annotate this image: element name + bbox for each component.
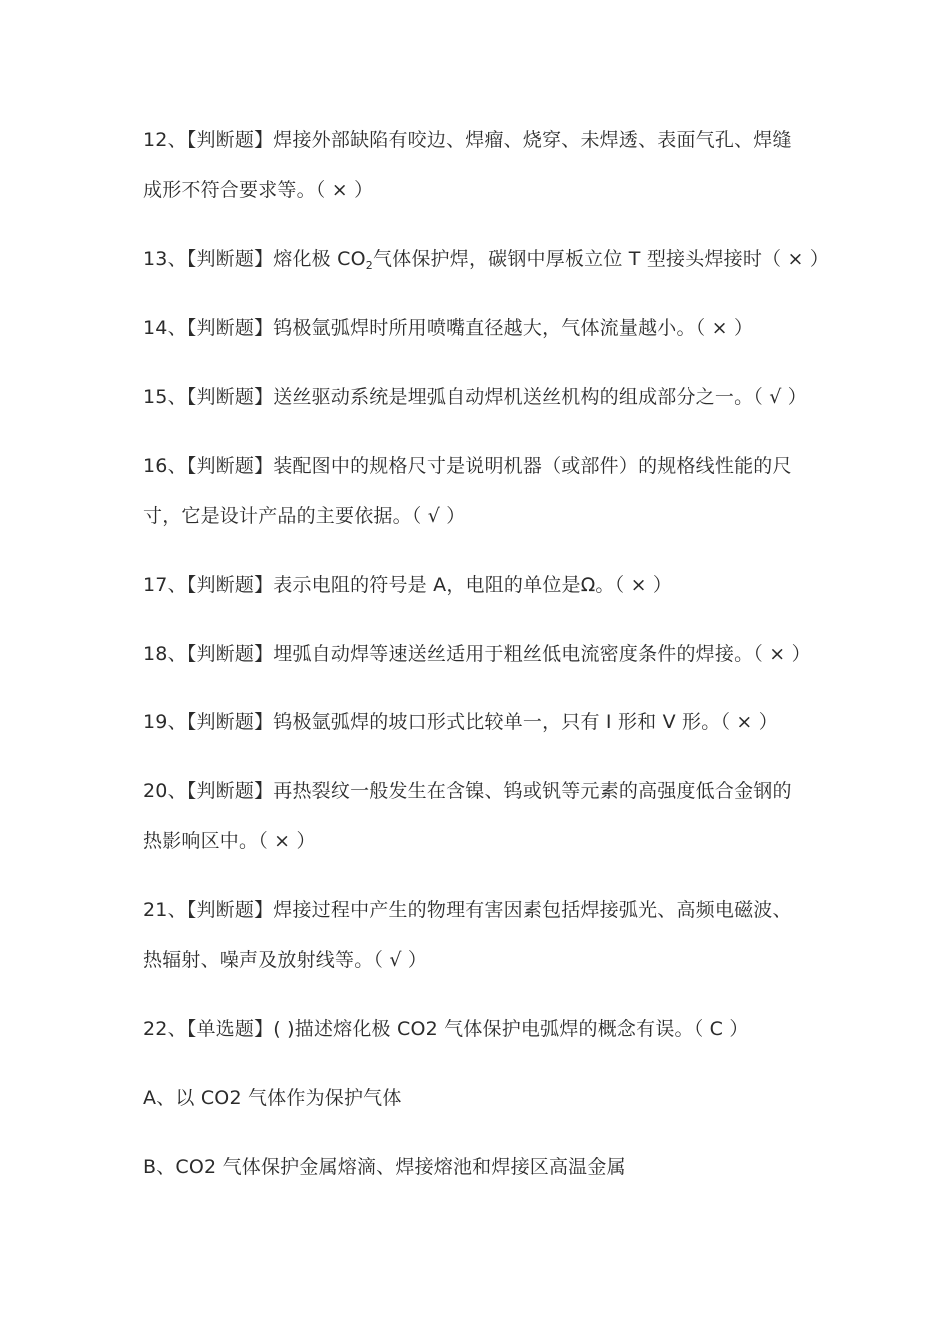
question-13 — [143, 247, 830, 278]
question-12-line-1: 12、【判断题】焊接外部缺陷有咬边、焊瘤、烧穿、未焊透、表面气孔、焊缝 — [143, 129, 792, 151]
question-17: 17、【判断题】表示电阻的符号是 A，电阻的单位是Ω。（ × ） — [143, 574, 673, 596]
question-16-line-2: 寸，它是设计产品的主要依据。（ √ ） — [143, 505, 466, 527]
question-20-line-1: 20、【判断题】再热裂纹一般发生在含镍、钨或钒等元素的高强度低合金钢的 — [143, 780, 792, 802]
question-12-line-2: 成形不符合要求等。（ × ） — [143, 179, 374, 201]
question-15: 15、【判断题】送丝驱动系统是埋弧自动焊机送丝机构的组成部分之一。（ √ ） — [143, 386, 807, 408]
question-19: 19、【判断题】钨极氩弧焊的坡口形式比较单一，只有 I 形和 V 形。（ × ） — [143, 711, 778, 733]
question-18: 18、【判断题】埋弧自动焊等速送丝适用于粗丝低电流密度条件的焊接。（ × ） — [143, 643, 811, 665]
question-14: 14、【判断题】钨极氩弧焊时所用喷嘴直径越大，气体流量越小。（ × ） — [143, 317, 754, 339]
question-22: 22、【单选题】( )描述熔化极 CO2 气体保护电弧焊的概念有误。（ C ） — [143, 1018, 749, 1040]
question-21-line-2: 热辐射、噪声及放射线等。（ √ ） — [143, 949, 428, 971]
option-b: B、CO2 气体保护金属熔滴、焊接熔池和焊接区高温金属 — [143, 1156, 626, 1178]
co2-subscript: 2 — [365, 259, 373, 272]
question-20-line-2: 热影响区中。（ × ） — [143, 830, 316, 852]
question-16-line-1: 16、【判断题】装配图中的规格尺寸是说明机器（或部件）的规格线性能的尺 — [143, 455, 792, 477]
question-21-line-1: 21、【判断题】焊接过程中产生的物理有害因素包括焊接弧光、高频电磁波、 — [143, 899, 792, 921]
option-a: A、以 CO2 气体作为保护气体 — [143, 1087, 402, 1109]
question-13-text-start: 13、【判断题】熔化极 CO — [143, 248, 366, 270]
question-13-text-end: 气体保护焊，碳钢中厚板立位 T 型接头焊接时（ × ） — [372, 248, 830, 270]
